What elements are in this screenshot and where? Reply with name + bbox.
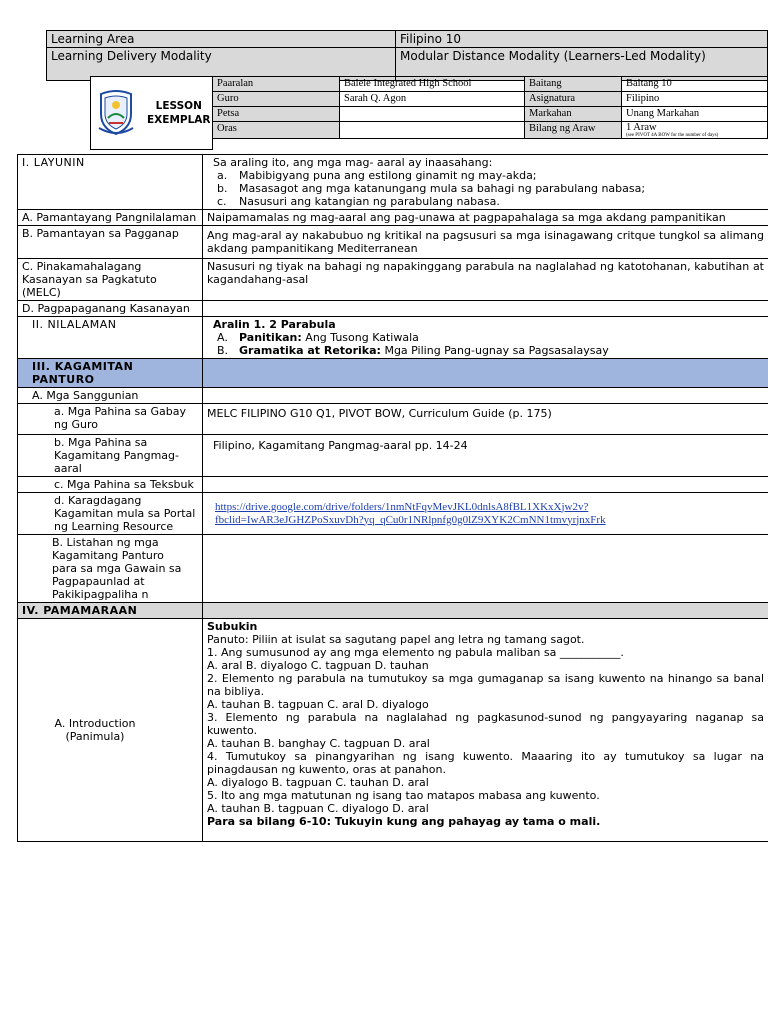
info-value-2: Filipino xyxy=(622,92,768,107)
list-marker: b. xyxy=(217,182,228,195)
info-label-2: Bilang ng Araw xyxy=(525,122,622,139)
list-text: Masasagot ang mga katanungang mula sa bahagi ng parabulang nabasa; xyxy=(239,182,646,195)
pamantayang-pangnilalaman-row xyxy=(18,210,768,226)
kagamitang-value: Filipino, Kagamitang Pangmag-aaral pp. 14-24 xyxy=(203,435,768,477)
pagpapaganang-label: D. Pagpapaganang Kasanayan xyxy=(18,301,203,317)
melc-row xyxy=(18,259,768,301)
list-text: Nasusuri ang katangian ng parabulang nabasa. xyxy=(239,195,500,208)
lesson-exemplar-logo-cell xyxy=(90,76,213,150)
learning-area-label: Learning Area xyxy=(47,31,396,48)
list-marker: A. xyxy=(217,331,228,344)
nilalaman-content xyxy=(203,317,768,359)
teksbuk-label: c. Mga Pahina sa Teksbuk xyxy=(18,477,203,493)
list-item xyxy=(213,169,764,182)
pamantayan-sa-pagganap-row xyxy=(18,226,768,259)
kagamitan-blank xyxy=(203,359,768,388)
layunin-list xyxy=(213,169,764,208)
teksbuk-row xyxy=(18,477,768,493)
learning-area-header xyxy=(46,30,768,81)
introduction-label-line-1: A. Introduction xyxy=(54,717,136,730)
list-item xyxy=(213,195,764,208)
portal-link-line-2[interactable]: fbclid=IwAR3eJGHZPoSxuvDh?yq_qCu0r1NRlpnfg0g0lZ9XYK2CmNN1tmvyrjnxFrk xyxy=(215,513,606,526)
question-line: 5. Ito ang mga matutunan ng isang tao matapos mabasa ang kuwento. xyxy=(207,789,600,802)
list-item xyxy=(213,182,764,195)
question-line: 4. Tumutukoy sa pinangyarihan ng isang kuwento. Maaaring ito ay tumutukoy sa lugar na pinagdausan ng kuwento, oras at panahon. xyxy=(207,750,764,776)
list-marker: a. xyxy=(217,169,228,182)
learning-area-value: Filipino 10 xyxy=(396,31,768,48)
modality-label: Learning Delivery Modality xyxy=(47,48,396,81)
pagpapaganang-row xyxy=(18,301,768,317)
gabay-row xyxy=(18,404,768,435)
nilalaman-row xyxy=(18,317,768,359)
teksbuk-value xyxy=(203,477,768,493)
layunin-label: I. LAYUNIN xyxy=(18,155,203,210)
school-info-table xyxy=(212,76,768,139)
closing-instruction: Para sa bilang 6-10: Tukuyin kung ang pahayag ay tama o mali. xyxy=(207,815,601,828)
sanggunian-blank xyxy=(203,388,768,404)
kagamitang-row xyxy=(18,435,768,477)
question-line: A. tauhan B. tagpuan C. diyalogo D. aral xyxy=(207,802,429,815)
info-row xyxy=(213,77,768,92)
list-text: Mabibigyang puna ang estilong ginamit ng may-akda; xyxy=(239,169,537,182)
gabay-value: MELC FILIPINO G10 Q1, PIVOT BOW, Curriculum Guide (p. 175) xyxy=(203,404,768,435)
question-line: 2. Elemento ng parabula na tumutukoy sa mga gumaganap sa isang kuwento na hinango sa banal na bibliya. xyxy=(207,672,764,698)
layunin-content xyxy=(203,155,768,210)
deped-seal-icon xyxy=(97,88,135,136)
listahan-value xyxy=(203,535,768,603)
sanggunian-label: A. Mga Sanggunian xyxy=(18,388,203,404)
modality-value: Modular Distance Modality (Learners-Led Modality) xyxy=(396,48,768,81)
days-note: (see PIVOT 4A BOW for the number of days) xyxy=(626,133,719,138)
question-line: 1. Ang sumusunod ay ang mga elemento ng pabula maliban sa ___________. xyxy=(207,646,624,659)
info-value: Sarah Q. Agon xyxy=(340,92,525,107)
melc-label: C. Pinakamahalagang Kasanayan sa Pagkatuto (MELC) xyxy=(18,259,203,301)
list-bold: Gramatika at Retorika: xyxy=(239,344,381,357)
info-value xyxy=(340,107,525,122)
info-row xyxy=(213,92,768,107)
pamamaraan-label: IV. PAMAMARAAN xyxy=(18,603,203,619)
portal-link-line-1[interactable]: https://drive.google.com/drive/folders/1nmNtFqvMevJKL0dnlsA8fBL1XKxXjw2v? xyxy=(215,500,589,513)
introduction-label-line-2: (Panimula) xyxy=(65,730,125,743)
info-value-2: Unang Markahan xyxy=(622,107,768,122)
pamantayang-pangnilalaman-label: A. Pamantayang Pangnilalaman xyxy=(18,210,203,226)
listahan-row xyxy=(18,535,768,603)
lesson-label-line-2: EXEMPLAR xyxy=(147,114,211,126)
lesson-label-line-1: LESSON xyxy=(155,100,202,112)
info-row xyxy=(213,122,768,139)
info-row xyxy=(213,107,768,122)
kagamitang-label: b. Mga Pahina sa Kagamitang Pangmag-aaral xyxy=(18,435,203,477)
portal-row xyxy=(18,493,768,535)
info-label: Guro xyxy=(213,92,340,107)
portal-label: d. Karagdagang Kagamitan mula sa Portal ng Learning Resource xyxy=(18,493,203,535)
layunin-intro: Sa araling ito, ang mga mag- aaral ay inaasahang: xyxy=(213,156,493,169)
introduction-row xyxy=(18,619,768,842)
listahan-label: B. Listahan ng mga Kagamitang Panturo para sa mga Gawain sa Pagpapaunlad at Pakikipagpaliha n xyxy=(18,535,203,603)
layunin-row xyxy=(18,155,768,210)
pamamaraan-section-row xyxy=(18,603,768,619)
panuto-text: Panuto: Piliin at isulat sa sagutang papel ang letra ng tamang sagot. xyxy=(207,633,585,646)
list-marker: B. xyxy=(217,344,229,357)
introduction-label xyxy=(18,619,203,842)
kagamitan-label: III. KAGAMITAN PANTURO xyxy=(18,359,203,388)
days-value: 1 Araw xyxy=(626,122,657,133)
list-item xyxy=(213,344,764,357)
aralin-title: Aralin 1. 2 Parabula xyxy=(213,318,336,331)
subukin-heading: Subukin xyxy=(207,620,258,633)
introduction-content xyxy=(203,619,768,842)
portal-links xyxy=(203,493,768,535)
nilalaman-list xyxy=(213,331,764,357)
pamantayan-sa-pagganap-label: B. Pamantayan sa Pagganap xyxy=(18,226,203,259)
info-label-2: Baitang xyxy=(525,77,622,92)
info-value-2-days xyxy=(622,122,768,139)
pamantayan-sa-pagganap-value: Ang mag-aral ay nakabubuo ng kritikal na pagsusuri sa mga isinagawang critque tungkol sa alimang akdang pampanitikang Mediterranean xyxy=(203,226,768,259)
lesson-plan-table xyxy=(17,154,768,842)
pagpapaganang-value xyxy=(203,301,768,317)
list-bold: Panitikan: xyxy=(239,331,302,344)
kagamitan-section-row xyxy=(18,359,768,388)
pamamaraan-blank xyxy=(203,603,768,619)
info-label-2: Asignatura xyxy=(525,92,622,107)
question-line: A. tauhan B. tagpuan C. aral D. diyalogo xyxy=(207,698,429,711)
question-line: A. diyalogo B. tagpuan C. tauhan D. aral xyxy=(207,776,429,789)
sanggunian-row xyxy=(18,388,768,404)
pamantayang-pangnilalaman-value: Naipamamalas ng mag-aaral ang pag-unawa at pagpapahalaga sa mga akdang pampanitikan xyxy=(203,210,768,226)
question-line: A. aral B. diyalogo C. tagpuan D. tauhan xyxy=(207,659,429,672)
question-line: 3. Elemento ng parabula na naglalahad ng pagkasunod-sunod ng pangyayaring naganap sa kuwento. xyxy=(207,711,764,737)
gabay-label: a. Mga Pahina sa Gabay ng Guro xyxy=(18,404,203,435)
list-text: Ang Tusong Katiwala xyxy=(301,331,419,344)
list-text: Mga Piling Pang-ugnay sa Pagsasalaysay xyxy=(380,344,609,357)
info-label-2: Markahan xyxy=(525,107,622,122)
info-label: Oras xyxy=(213,122,340,139)
info-value-2: Baitang 10 xyxy=(622,77,768,92)
question-line: A. tauhan B. banghay C. tagpuan D. aral xyxy=(207,737,430,750)
info-value xyxy=(340,122,525,139)
melc-value: Nasusuri ng tiyak na bahagi ng napakinggang parabula na naglalahad ng katotohanan, kabutihan at kagandahang-asal xyxy=(203,259,768,301)
info-label: Petsa xyxy=(213,107,340,122)
info-label: Paaralan xyxy=(213,77,340,92)
list-marker: c. xyxy=(217,195,227,208)
info-value: Balele Integrated High School xyxy=(340,77,525,92)
nilalaman-label: II. NILALAMAN xyxy=(18,317,203,359)
list-item xyxy=(213,331,764,344)
lesson-exemplar-title xyxy=(147,99,211,127)
